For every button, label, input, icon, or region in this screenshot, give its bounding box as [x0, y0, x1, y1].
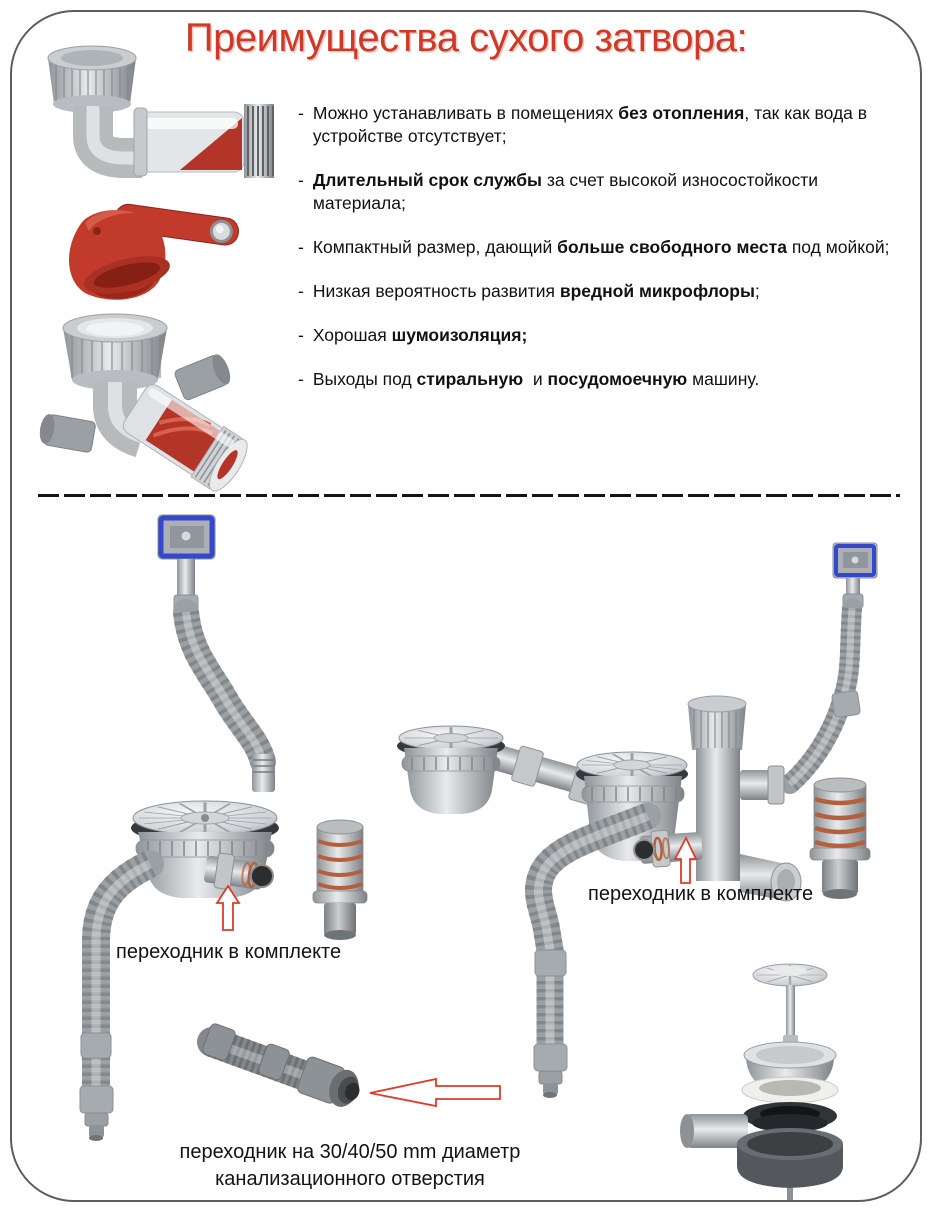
adapter-included-label: переходник в комплекте	[116, 941, 342, 963]
rubber-gasket-icon	[743, 1102, 837, 1132]
advantages-list	[298, 102, 910, 412]
coupling-nut-icon	[48, 46, 136, 113]
red-flap-valve-photo	[55, 183, 270, 308]
caption-line-1: переходник на 30/40/50 mm диаметр	[179, 1141, 521, 1163]
double-sink-diagram	[397, 543, 877, 1098]
sink-strainer-icon	[397, 726, 505, 814]
advantage-item: - Можно устанавливать в помещениях без отопления, так как вода в устройстве отсутствует;	[298, 103, 872, 146]
stepped-adapter-icon	[296, 1055, 365, 1111]
caption-line-2: канализационного отверстия	[215, 1168, 485, 1190]
white-gasket-icon	[742, 1077, 838, 1103]
threaded-end-icon	[244, 104, 274, 178]
exploded-drain-view	[680, 964, 843, 1200]
dashed-divider	[38, 494, 900, 497]
installation-diagrams	[0, 502, 932, 1212]
hose-adapter-icon	[313, 820, 367, 940]
elbow-fitting-photo	[30, 40, 275, 185]
corrugated-drain-hose-icon	[80, 864, 150, 1141]
advantage-item: - Длительный срок службы за счет высокой износостойкости материала;	[298, 170, 823, 213]
overflow-fitting-icon	[158, 515, 215, 559]
hose-adapter-icon	[810, 778, 870, 899]
advantage-item: - Низкая вероятность развития вредной микрофлоры;	[298, 281, 760, 301]
overflow-fitting-icon	[833, 543, 877, 578]
angled-fitting-photo	[30, 300, 260, 495]
adapter-included-label: переходник в комплекте	[588, 883, 814, 905]
stub-outlet-icon	[174, 352, 234, 401]
corrugated-hose-icon	[186, 612, 263, 762]
corrugated-hose-icon	[790, 608, 861, 784]
arrow-left-icon	[370, 1079, 500, 1106]
hose-end-adapter-diagram	[201, 1023, 365, 1112]
tee-fitting-icon	[688, 696, 801, 901]
advantage-item: - Выходы под стиральную и посудомоечную машину.	[298, 369, 760, 389]
advantage-item: - Хорошая шумоизоляция;	[298, 325, 528, 345]
stub-outlet-icon	[38, 413, 97, 453]
advantage-item: - Компактный размер, дающий больше свободного места под мойкой;	[298, 237, 890, 257]
page-title: Преимущества сухого затвора:	[184, 16, 748, 60]
adapter-size-caption	[140, 1139, 560, 1193]
coupling-nut-icon	[63, 314, 167, 390]
strainer-plug-icon	[753, 964, 827, 1046]
